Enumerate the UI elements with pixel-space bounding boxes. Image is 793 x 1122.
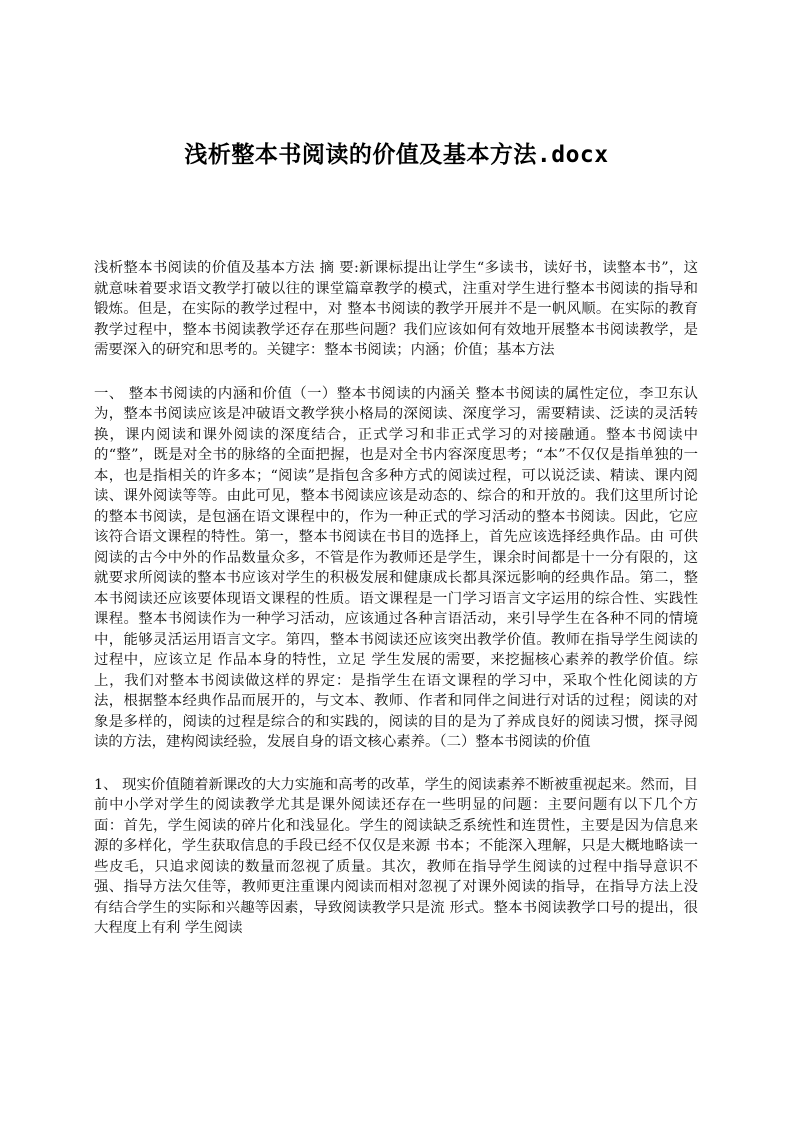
document-title: 浅析整本书阅读的价值及基本方法.docx [184, 142, 609, 168]
section-one-paragraph: 一、 整本书阅读的内涵和价值（一）整本书阅读的内涵关 整本书阅读的属性定位，李卫东认为，整本书阅读应该是冲破语文教学狭小格局的深阅读、深度学习，需要精读、泛读的灵活转换，课内阅读和课外阅读的深度结合，正式学习和非正式学习的对接融通。整本书阅读中的“整”，既是对全书的脉络的全面把握，也是对全书内容深度思考；“本”不仅仅是指单独的一本，也是指相关的许多本；“阅读”是指包含多种方式的阅读过程，可以说泛读、精读、课内阅读、课外阅读等等。由此可见，整本书阅读应该是动态的、综合的和开放的。我们这里所讨论的整本书阅读，是包涵在语文课程中的，作为一种正式的学习活动的整本书阅读。因此，它应该符合语文课程的特性。第一，整本书阅读在书目的选择上，首先应该选择经典作品。由 可供阅读的古今中外的作品数量众多，不管是作为教师还是学生，课余时间都是十一分有限的，这就要求所阅读的整本书应该对学生的积极发展和健康成长都具深远影响的经典作品。第二，整本书阅读还应该要体现语文课程的性质。语文课程是一门学习语言文字运用的综合性、实践性课程。整本书阅读作为一种学习活动，应该通过各种言语活动，来引导学生在各种不同的情境中，能够灵活运用语言文字。第四，整本书阅读还应该突出教学价值。教师在指导学生阅读的过程中，应该立足 作品本身的特性，立足 学生发展的需要，来挖掘核心素养的教学价值。综上，我们对整本书阅读做这样的界定：是指学生在语文课程的学习中，采取个性化阅读的方法，根据整本经典作品而展开的，与文本、教师、作者和同伴之间进行对话的过程；阅读的对象是多样的，阅读的过程是综合的和实践的，阅读的目的是为了养成良好的阅读习惯，探寻阅读的方法，建构阅读经验，发展自身的语文核心素养。（二）整本书阅读的价值 [94, 385, 698, 750]
abstract-paragraph: 浅析整本书阅读的价值及基本方法 摘 要:新课标提出让学生“多读书，读好书，读整本书”，这就意味着要求语文教学打破以往的课堂篇章教学的模式，注重对学生进行整本书阅读的指导和锻炼。但是，在实际的教学过程中，对 整本书阅读的教学开展并不是一帆风顺。在实际的教育教学过程中，整本书阅读教学还存在那些问题？我们应该如何有效地开展整本书阅读教学，是需要深入的研究和思考的。关键字：整本书阅读；内涵；价值；基本方法 [94, 260, 698, 358]
practical-value-paragraph: 1、 现实价值随着新课改的大力实施和高考的改革，学生的阅读素养不断被重视起来。然而，目前中小学对学生的阅读教学尤其是课外阅读还存在一些明显的问题：主要问题有以下几个方面：首先，学生阅读的碎片化和浅显化。学生的阅读缺乏系统性和连贯性，主要是因为信息来源的多样化，学生获取信息的手段已经不仅仅是来源 书本；不能深入理解，只是大概地略读一些皮毛，只追求阅读的数量而忽视了质量。其次，教师在指导学生阅读的过程中指导意识不强、指导方法欠佳等，教师更注重课内阅读而相对忽视了对课外阅读的指导，在指导方法上没有结合学生的实际和兴趣等因素，导致阅读教学只是流 形式。整本书阅读教学口号的提出，很大程度上有利 学生阅读 [94, 776, 698, 936]
document-body [94, 258, 698, 939]
